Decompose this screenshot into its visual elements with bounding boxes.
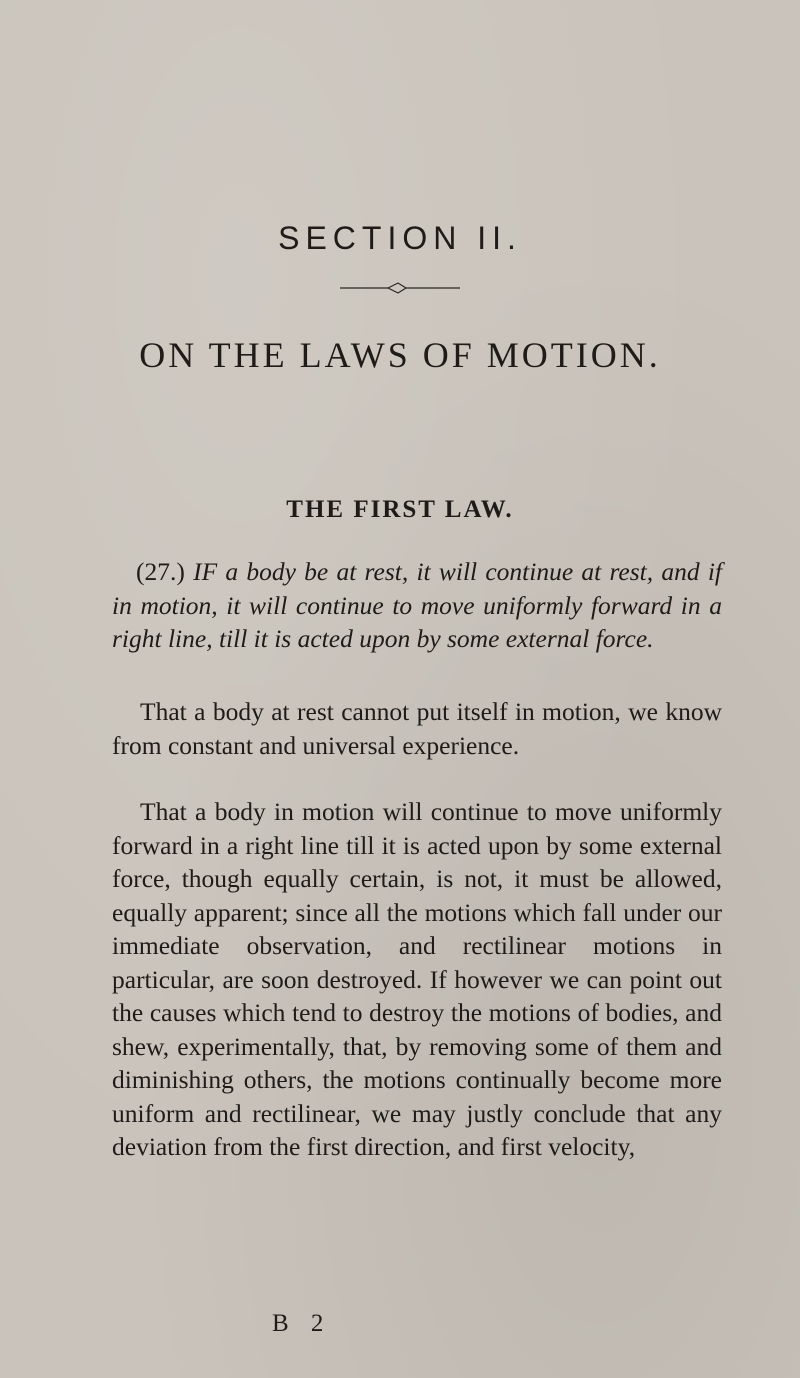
- law-title: THE FIRST LAW.: [286, 496, 514, 523]
- section-heading: SECTION II.: [278, 220, 522, 256]
- law-statement-text: IF a body be at rest, it will continue at rest, and if in motion, it will continue to move uniformly forward in a right line, till it is acted upon by some external force.: [112, 557, 723, 653]
- ornament-divider: [340, 282, 460, 294]
- law-statement: [112, 555, 722, 656]
- paragraph: [112, 795, 722, 1164]
- paragraph-text: That a body in motion will continue to move uniformly forward in a right line till it is acted upon by some external force, though equally certain, is not, it must be allowed, equally apparent; since all the motions which fall under our immediate observation, and rectilinear motions in particular, are soon destroyed. If however we can point out the causes which tend to destroy the motions of bodies, and shew, experimentally, that, by removing some of them and diminishing others, the motions continually become more uniform and rectilinear, we may justly conclude that any deviation from the first direction, and first velocity,: [112, 797, 722, 1161]
- paragraph: [112, 695, 722, 762]
- article-number: (27.): [136, 557, 185, 586]
- chapter-title: ON THE LAWS OF MOTION.: [139, 335, 661, 375]
- ornament-rule-icon: [340, 282, 460, 294]
- signature-mark: B 2: [272, 1310, 332, 1337]
- paragraph-text: That a body at rest cannot put itself in motion, we know from constant and universal experience.: [112, 697, 722, 760]
